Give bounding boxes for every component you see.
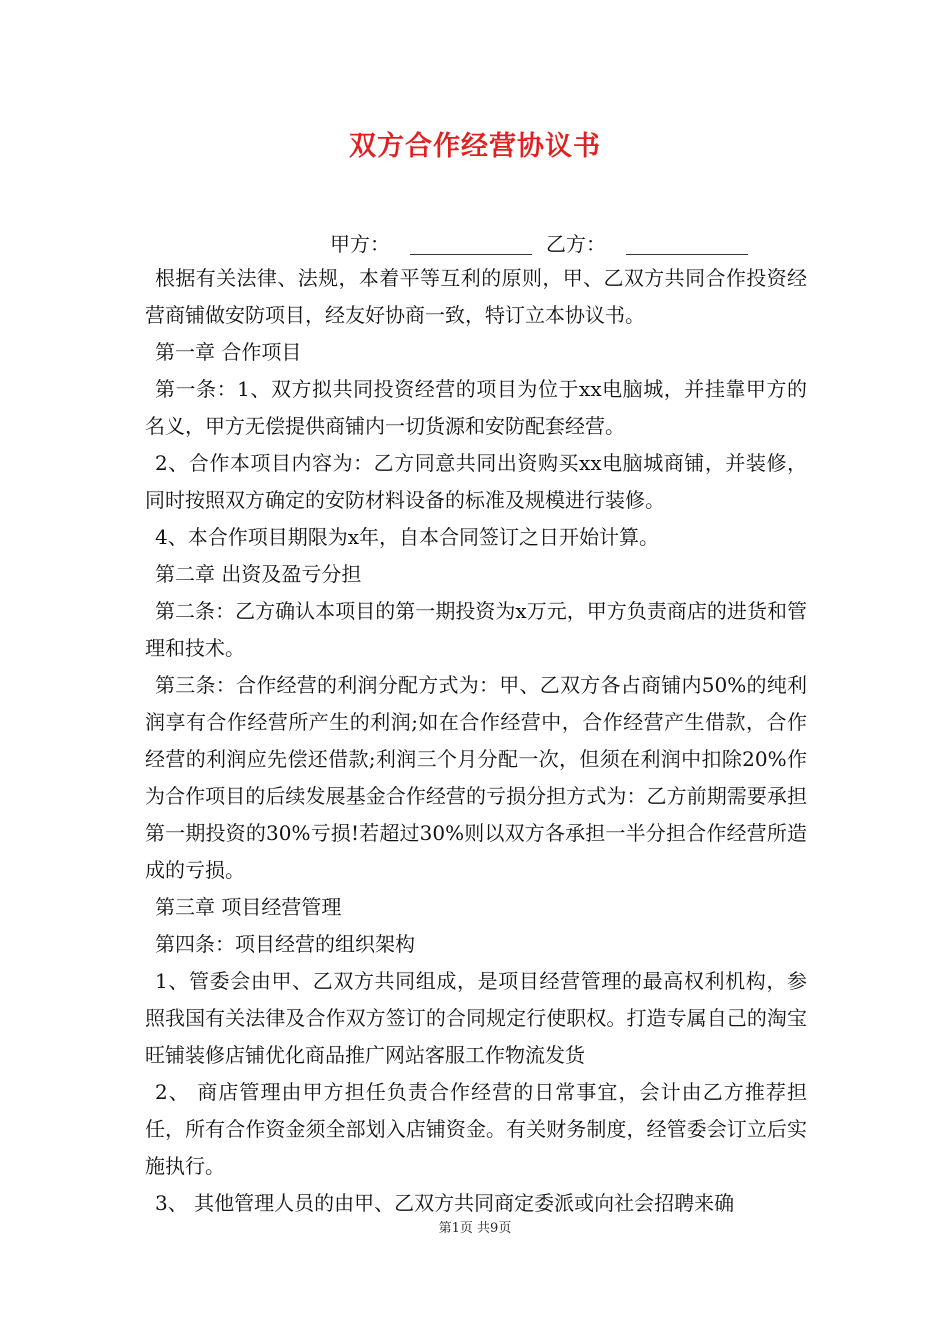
article-1-item-2: 2、合作本项目内容为：乙方同意共同出资购买xx电脑城商铺，并装修，同时按照双方确定的安防材料设备的标准及规模进行装修。	[145, 451, 807, 512]
party-a-label: 甲方：	[330, 232, 390, 256]
article-2: 第二条：乙方确认本项目的第一期投资为x万元，甲方负责商店的进货和管理和技术。	[145, 599, 807, 660]
chapter-3-heading: 第三章 项目经营管理	[155, 895, 342, 919]
paragraph-intro: 根据有关法律、法规，本着平等互利的原则，甲、乙双方共同合作投资经营商铺做安防项目，经友好协商一致，特订立本协议书。	[145, 266, 807, 327]
article-4-item-1: 1、管委会由甲、乙双方共同组成，是项目经营管理的最高权利机构，参照我国有关法律及合作双方签订的合同规定行使职权。打造专属自己的淘宝旺铺装修店铺优化商品推广网站客服工作物流发货	[145, 969, 807, 1067]
article-4-item-3: 3、 其他管理人员的由甲、乙双方共同商定委派或向社会招聘来确	[155, 1191, 735, 1215]
page-footer: 第1页 共9页	[438, 1221, 512, 1236]
article-3: 第三条：合作经营的利润分配方式为：甲、乙双方各占商铺内50%的纯利润享有合作经营所产生的利润;如在合作经营中，合作经营产生借款，合作经营的利润应先偿还借款;利润三个月分配一次，但须在利润中扣除20%作为合作项目的后续发展基金合作经营的亏损分担方式为：乙方前期需要承担第一期投资的30%亏损!若超过30%则以双方各承担一半分担合作经营所造成的亏损。	[145, 673, 807, 882]
document-title: 双方合作经营协议书	[349, 131, 601, 162]
parties-line	[330, 228, 762, 257]
article-1-item-4: 4、本合作项目期限为x年，自本合同签订之日开始计算。	[155, 525, 660, 549]
party-b-blank	[626, 234, 748, 255]
chapter-2-heading: 第二章 出资及盈亏分担	[155, 562, 362, 586]
party-a-blank	[410, 234, 532, 255]
article-4: 第四条：项目经营的组织架构	[155, 932, 415, 956]
chapter-1-heading: 第一章 合作项目	[155, 340, 302, 364]
document-body	[145, 260, 807, 1222]
article-4-item-2: 2、 商店管理由甲方担任负责合作经营的日常事宜，会计由乙方推荐担任，所有合作资金须全部划入店铺资金。有关财务制度，经管委会订立后实施执行。	[145, 1080, 807, 1178]
article-1: 第一条：1、双方拟共同投资经营的项目为位于xx电脑城，并挂靠甲方的名义，甲方无偿提供商铺内一切货源和安防配套经营。	[145, 377, 807, 438]
party-b-label: 乙方：	[546, 232, 606, 256]
